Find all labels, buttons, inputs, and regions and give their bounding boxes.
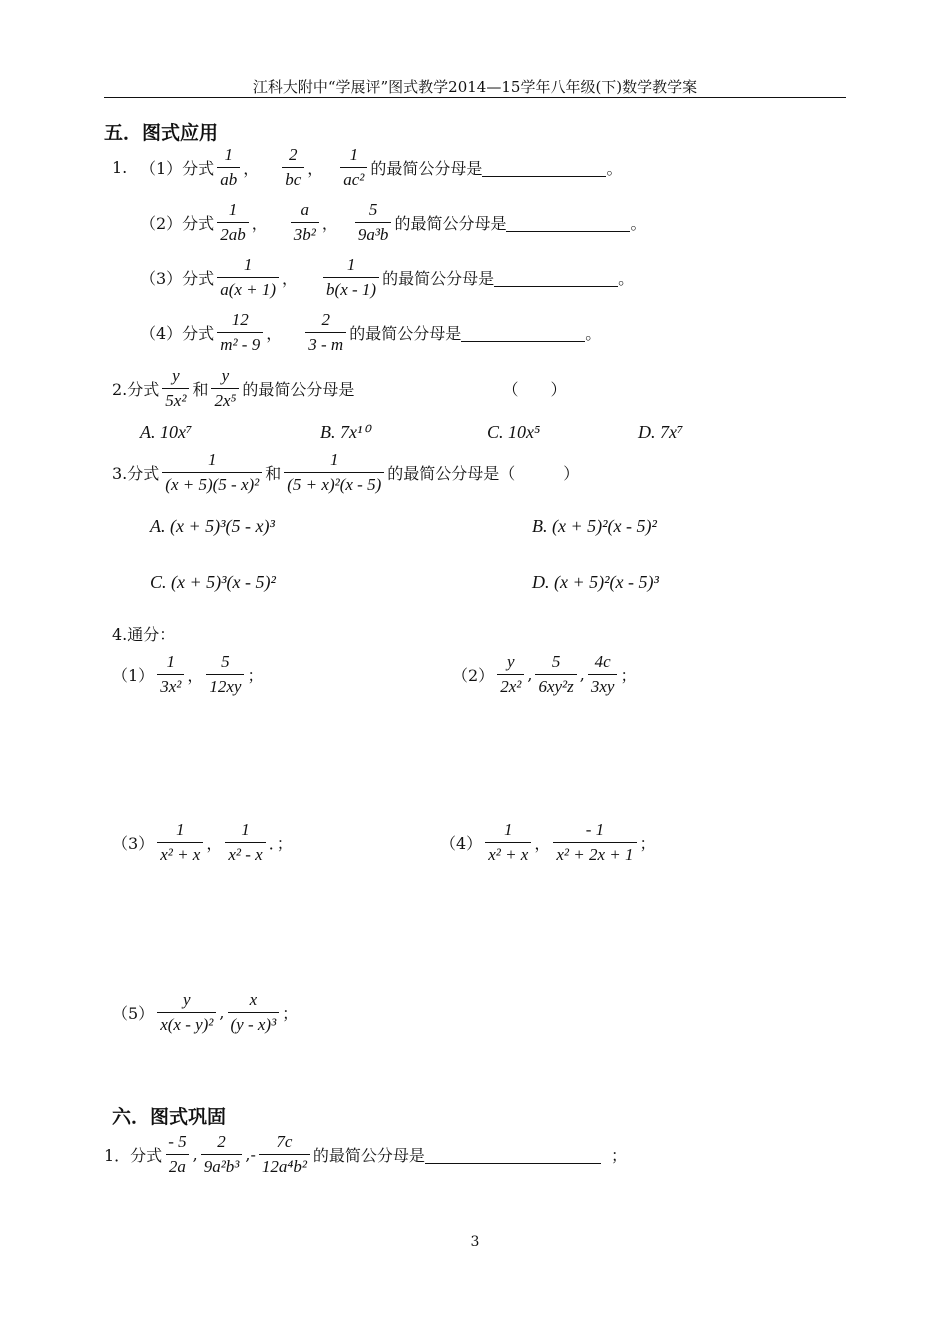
answer-paren[interactable]: （ ） <box>502 380 567 399</box>
fraction: $\frac{1}{ab}$ <box>217 145 240 190</box>
q4-part-5: （5） $\frac{y}{\text{x(x - y)²}}$ , $\frac{x}{\text{(y - x)³}}$ ； <box>112 990 299 1034</box>
header-rule <box>104 97 846 98</box>
fraction: $\frac{y}{\text{2x²}}$ <box>497 652 524 697</box>
q2-stem: 2.分式 $\frac{y}{\text{5x²}}$ 和 $\frac{y}{\text{2x⁵}}$ 的最简公分母是 （ ） <box>112 366 567 410</box>
q3-label: 3.分式 <box>112 464 160 483</box>
q3-stem: 3.分式 $\frac{1}{\text{(x + 5)(5 - x)²}}$ 和 $\frac{1}{\text{(5 + x)²(x - 5)}}$ 的最简公分母是（ ） <box>112 450 580 494</box>
fraction: $\frac{1}{a(x + 1)}$ <box>217 255 279 300</box>
fraction: $\frac{1}{\text{x² + x}}$ <box>157 820 203 865</box>
q4-part-2: （2） $\frac{y}{\text{2x²}}$ , $\frac{5}{\text{6xy²z}}$ , $\frac{4c}{3xy}$ ； <box>452 652 637 696</box>
answer-blank[interactable] <box>494 268 618 287</box>
fraction: $\frac{1}{\text{3x²}}$ <box>157 652 184 697</box>
fraction: $\frac{2}{bc}$ <box>282 145 304 190</box>
q1-3-label: （3）分式 <box>140 269 215 288</box>
fraction: $\frac{5}{\text{9a³b}}$ <box>355 200 392 245</box>
q3-option-c[interactable]: C. (x + 5)³(x - 5)² <box>150 572 276 592</box>
q1-item-4: （4）分式 $\frac{12}{\text{m² - 9}}$ ， $\frac{2}{3 - m}$ 的最简公分母是 。 <box>140 310 602 354</box>
q2-label: 2.分式 <box>112 380 160 399</box>
q2-option-d[interactable]: D. 7x⁷ <box>638 422 684 442</box>
q2-option-a[interactable]: A. 10x⁷ <box>140 422 193 442</box>
q1-item-3: （3）分式 $\frac{1}{a(x + 1)}$ ， $\frac{1}{b(x - 1)}$ 的最简公分母是 。 <box>140 255 635 299</box>
fraction: $\frac{1}{\text{x² + x}}$ <box>485 820 531 865</box>
answer-paren[interactable]: 的最简公分母是（ ） <box>387 464 580 483</box>
fraction: $\frac{4c}{3xy}$ <box>588 652 618 697</box>
fraction: $\frac{- 5}{2a}$ <box>165 1132 189 1177</box>
fraction: $\frac{- 1}{\text{x² + 2x + 1}}$ <box>553 820 636 865</box>
fraction: $\frac{a}{\text{3b²}}$ <box>291 200 319 245</box>
q1-number: 1. <box>112 158 128 177</box>
q2-option-c[interactable]: C. 10x⁵ <box>487 422 541 442</box>
section-title-6: 六．图式巩固 <box>112 1106 227 1128</box>
fraction: $\frac{12}{\text{m² - 9}}$ <box>217 310 263 355</box>
page-number: 3 <box>470 1234 480 1250</box>
fraction: $\frac{y}{\text{5x²}}$ <box>162 366 189 411</box>
q1-item-2: （2）分式 $\frac{1}{2ab}$ ， $\frac{a}{\text{3b²}}$ ， $\frac{5}{\text{9a³b}}$ 的最简公分母是 。 <box>140 200 647 244</box>
q1-1-label: （1）分式 <box>140 159 215 178</box>
fraction: $\frac{y}{\text{2x⁵}}$ <box>211 366 239 411</box>
q3-option-b[interactable]: B. (x + 5)²(x - 5)² <box>532 516 657 536</box>
fraction: $\frac{5}{\text{6xy²z}}$ <box>535 652 576 697</box>
page-header: 江科大附中“学展评”图式教学2014—15学年八年级(下)数学教学案 <box>252 78 698 96</box>
answer-blank[interactable] <box>425 1145 601 1164</box>
answer-blank[interactable] <box>506 213 630 232</box>
s6-q1-label: 1．分式 <box>104 1146 163 1165</box>
q1-item-1: 1. （1）分式 $\frac{1}{ab}$ ， $\frac{2}{bc}$ ， $\frac{1}{\text{ac²}}$ 的最简公分母是 。 <box>112 145 623 189</box>
fraction: $\frac{1}{\text{x² - x}}$ <box>225 820 265 865</box>
q3-option-d[interactable]: D. (x + 5)²(x - 5)³ <box>532 572 659 592</box>
q4-part-4: （4） $\frac{1}{\text{x² + x}}$ ， $\frac{- 1}{\text{x² + 2x + 1}}$ ； <box>440 820 656 864</box>
fraction: $\frac{1}{\text{(5 + x)²(x - 5)}}$ <box>284 450 384 495</box>
q2-option-b[interactable]: B. 7x¹⁰ <box>320 422 370 442</box>
answer-blank[interactable] <box>482 158 606 177</box>
q1-4-label: （4）分式 <box>140 324 215 343</box>
fraction: $\frac{7c}{\text{12a⁴b²}}$ <box>259 1132 310 1177</box>
fraction: $\frac{2}{3 - m}$ <box>305 310 346 355</box>
fraction: $\frac{1}{\text{(x + 5)(5 - x)²}}$ <box>162 450 262 495</box>
q1-2-label: （2）分式 <box>140 214 215 233</box>
q4-title: 4.通分： <box>112 625 176 644</box>
fraction: $\frac{2}{\text{9a²b³}}$ <box>201 1132 243 1177</box>
q4-part-3: （3） $\frac{1}{\text{x² + x}}$ ， $\frac{1}{\text{x² - x}}$ ．； <box>112 820 293 864</box>
fraction: $\frac{x}{\text{(y - x)³}}$ <box>228 990 280 1035</box>
s6-q1: 1．分式 $\frac{- 5}{2a}$ , $\frac{2}{\text{9a²b³}}$ , - $\frac{7c}{\text{12a⁴b²}}$ 的最简公分母是 ； <box>104 1132 627 1176</box>
q3-option-a[interactable]: A. (x + 5)³(5 - x)³ <box>150 516 275 536</box>
fraction: $\frac{5}{12xy}$ <box>206 652 244 697</box>
fraction: $\frac{1}{b(x - 1)}$ <box>323 255 379 300</box>
q4-part-1: （1） $\frac{1}{\text{3x²}}$ ， $\frac{5}{12xy}$ ； <box>112 652 264 696</box>
answer-blank[interactable] <box>461 323 585 342</box>
section-title-5: 五．图式应用 <box>104 122 219 144</box>
fraction: $\frac{1}{\text{ac²}}$ <box>340 145 367 190</box>
fraction: $\frac{1}{2ab}$ <box>217 200 249 245</box>
fraction: $\frac{y}{\text{x(x - y)²}}$ <box>157 990 216 1035</box>
